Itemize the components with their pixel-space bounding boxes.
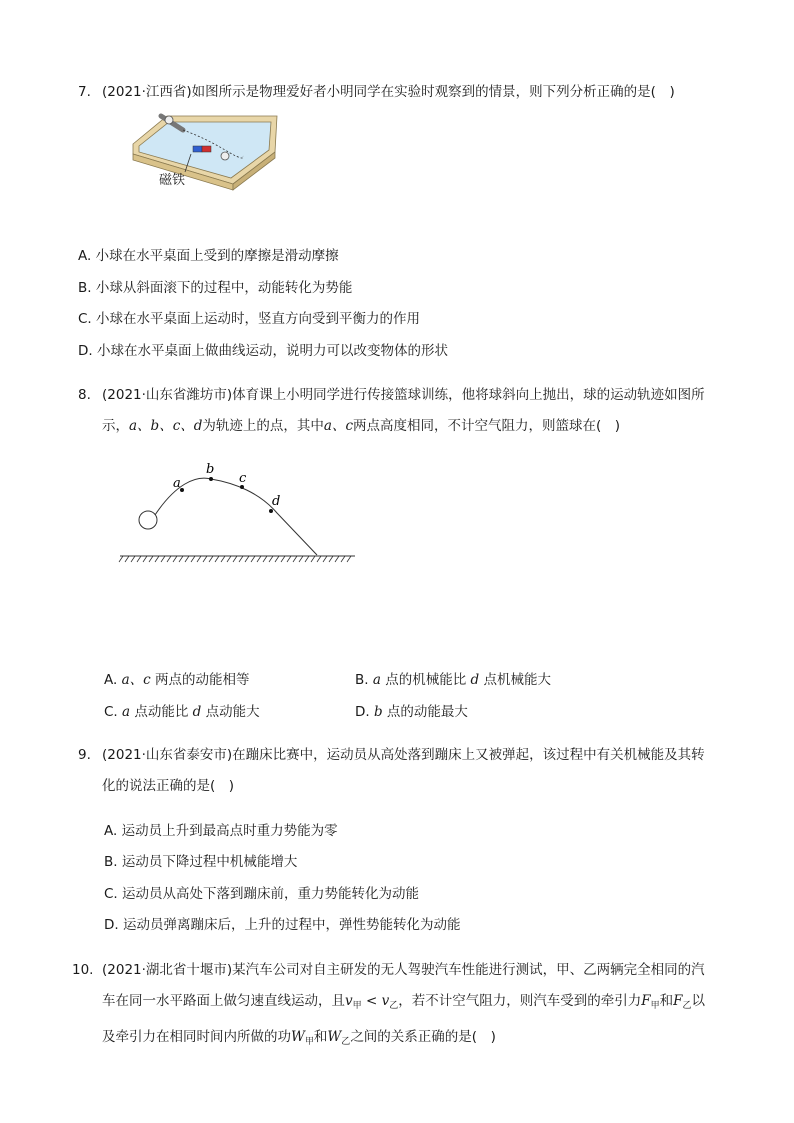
q7-option-d[interactable]: D. 小球在水平桌面上做曲线运动，说明力可以改变物体的形状: [78, 343, 448, 359]
q7-option-b[interactable]: B. 小球从斜面滚下的过程中，动能转化为势能: [78, 280, 353, 296]
ball-start: [165, 116, 173, 124]
magnet: [193, 146, 202, 152]
question-number: 10.: [72, 962, 94, 978]
q8-option-c[interactable]: C. a 点动能比 d 点动能大: [104, 704, 260, 720]
point-d: [269, 509, 273, 513]
q9-option-a[interactable]: A. 运动员上升到最高点时重力势能为零: [104, 823, 338, 839]
question-number: 8.: [78, 387, 91, 403]
q8-option-a[interactable]: A. a、c 两点的动能相等: [104, 672, 250, 688]
question-8: [78, 380, 728, 442]
label-a: a: [173, 476, 181, 491]
q9-option-b[interactable]: B. 运动员下降过程中机械能增大: [104, 854, 298, 870]
label-b: b: [206, 462, 215, 477]
question-number: 7.: [78, 84, 91, 100]
q7-option-c[interactable]: C. 小球在水平桌面上运动时，竖直方向受到平衡力的作用: [78, 311, 421, 327]
basketball: [139, 511, 157, 529]
question-text: (2021·山东省泰安市)在蹦床比赛中，运动员从高处落到蹦床上又被弹起，该过程中有关机械能及其转 化的说法正确的是( ): [102, 747, 705, 794]
question-text: (2021·湖北省十堰市)某汽车公司对自主研发的无人驾驶汽车性能进行测试，甲、乙两辆完全相同的汽 车在同一水平路面上做匀速直线运动，且$v_甲 < v_乙$，若不计空气阻力，则汽车受到的牵引力$F_甲$和$F_乙$以 及牵引力在相同时间内所做的功$W_甲$和$W_乙$之间的关系正确的是( ): [102, 962, 705, 1047]
question-7: [78, 77, 728, 108]
figure-label-magnet: 磁铁: [159, 173, 186, 188]
q8-option-d[interactable]: D. b 点的动能最大: [355, 704, 468, 720]
question-number: 9.: [78, 747, 91, 763]
question-9: [78, 740, 728, 802]
q9-option-d[interactable]: D. 运动员弹离蹦床后，上升的过程中，弹性势能转化为动能: [104, 917, 461, 933]
point-b: [209, 477, 213, 481]
question-text: (2021·江西省)如图所示是物理爱好者小明同学在实验时观察到的情景，则下列分析正确的是( ): [102, 84, 675, 100]
q9-option-c[interactable]: C. 运动员从高处下落到蹦床前，重力势能转化为动能: [104, 886, 420, 902]
figure-magnet-table: [125, 108, 285, 196]
question-10: [72, 955, 732, 1058]
figure-basketball-trajectory: [115, 455, 365, 570]
label-c: c: [239, 471, 247, 486]
ball-end: [221, 152, 229, 160]
label-d: d: [272, 494, 281, 509]
q7-option-a[interactable]: A. 小球在水平桌面上受到的摩擦是滑动摩擦: [78, 248, 339, 264]
q8-option-b[interactable]: B. a 点的机械能比 d 点机械能大: [355, 672, 551, 688]
question-text: (2021·山东省潍坊市)体育课上小明同学进行传接篮球训练，他将球斜向上抛出，球的运动轨迹如图所 示，a、b、c、d为轨迹上的点，其中a、c两点高度相同，不计空气阻力，则篮球在( ): [102, 387, 705, 434]
